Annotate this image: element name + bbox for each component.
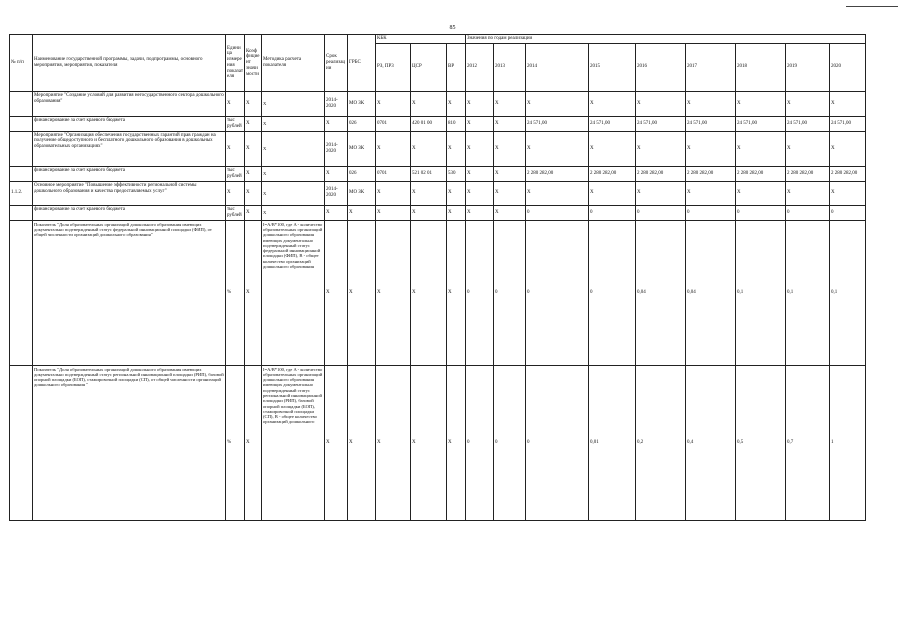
cell-grbs: МО ЗК [348,131,376,166]
cell-y2013: 0 [494,220,526,365]
cell-y2019: 0 [786,205,830,220]
header-year-2013: 2013 [494,43,526,91]
cell-num [10,205,33,220]
cell-name: Основное мероприятие "Повышение эффективности региональной системы дошкольного образования и качества предоставляемых услуг" [33,181,226,205]
cell-y2018: 2 280 282,00 [736,166,786,181]
cell-y2014: X [526,181,589,205]
cell-y2012: X [466,181,494,205]
cell-y2013: 0 [494,365,526,520]
cell-csr: X [411,220,447,365]
header-year-2019: 2019 [786,43,830,91]
cell-y2020: X [830,181,866,205]
cell-y2020: 0 [830,205,866,220]
cell-y2016: 0,04 [636,220,686,365]
cell-y2015: 0 [589,205,636,220]
cell-unit: тыс рублей [226,205,245,220]
table-row [10,116,866,131]
cell-y2014: 2 280 282,00 [526,166,589,181]
table-row [10,220,866,365]
cell-vr: X [447,91,466,116]
cell-y2018: X [736,91,786,116]
cell-vr: X [447,365,466,520]
cell-num [10,116,33,131]
cell-y2020: 0,1 [830,220,866,365]
table-row [10,131,866,166]
cell-vr: X [447,205,466,220]
cell-y2016: X [636,131,686,166]
page-number: 85 [449,25,456,31]
cell-vr: X [447,131,466,166]
cell-method: X [262,91,325,116]
cell-rz: 0701 [376,166,411,181]
cell-y2013: X [494,181,526,205]
cell-name: финансирование за счет краевого бюджета [33,205,226,220]
header-name: Наименование государственной программы, задачи, подпрограммы, основного мероприятия, мероприятия, показателя [33,35,226,92]
cell-y2014: X [526,131,589,166]
cell-rz: X [376,91,411,116]
cell-y2019: X [786,181,830,205]
cell-rz: X [376,205,411,220]
cell-y2014: 0 [526,205,589,220]
cell-y2020: 1 [830,365,866,520]
cell-unit: X [226,91,245,116]
cell-y2017: 0 [686,205,736,220]
header-year-2014: 2014 [526,43,589,91]
cell-vr: X [447,181,466,205]
cell-y2014: 0 [526,365,589,520]
cell-y2020: 2 280 282,00 [830,166,866,181]
cell-grbs: МО ЗК [348,181,376,205]
cell-y2015: X [589,181,636,205]
cell-y2018: X [736,181,786,205]
table-row [10,205,866,220]
cell-grbs: 026 [348,166,376,181]
cell-num [10,365,33,520]
cell-y2020: 24 571,00 [830,116,866,131]
cell-csr: X [411,131,447,166]
cell-grbs: X [348,220,376,365]
cell-y2016: 0,2 [636,365,686,520]
cell-y2012: X [466,205,494,220]
cell-grbs: X [348,205,376,220]
cell-y2019: 24 571,00 [786,116,830,131]
header-coef: Коэффициент значимости [245,35,262,92]
header-method: Методика расчета показателя [262,35,325,92]
cell-y2012: X [466,116,494,131]
cell-grbs: X [348,365,376,520]
cell-y2019: X [786,91,830,116]
cell-term: 2014-2020 [325,181,348,205]
cell-coef: X [245,91,262,116]
cell-csr: X [411,181,447,205]
cell-y2013: X [494,91,526,116]
table-row [10,91,866,116]
cell-csr: 521 02 01 [411,166,447,181]
cell-y2019: 0,7 [786,365,830,520]
cell-rz: X [376,181,411,205]
cell-y2013: X [494,116,526,131]
cell-y2015: X [589,91,636,116]
header-year-2017: 2017 [686,43,736,91]
cell-y2012: 0 [466,365,494,520]
cell-y2017: X [686,131,736,166]
cell-y2018: 0,1 [736,220,786,365]
cell-rz: X [376,131,411,166]
cell-method: I=A/B*100, где A - количество образовательных организаций дошкольного образования имеющих документально подтвержденный статус региональной инновационной площадки (РИП), базовой опорной площадки (БОП), стажировочной площадки (СП), B - общее количество организаций дошкольного [262,365,325,520]
cell-y2018: 0 [736,205,786,220]
cell-coef: X [245,166,262,181]
cell-unit: X [226,131,245,166]
cell-y2016: 0 [636,205,686,220]
corner-rule [846,6,898,7]
cell-vr: 530 [447,166,466,181]
cell-y2016: X [636,181,686,205]
cell-y2014: 0 [526,220,589,365]
cell-name: Мероприятие "Организация обеспечения государственных гарантий прав граждан на получение общедоступного и бесплатного дошкольного образования в дошкольных образовательных организациях" [33,131,226,166]
cell-num [10,131,33,166]
cell-y2017: X [686,181,736,205]
cell-coef: X [245,365,262,520]
cell-y2017: 24 571,00 [686,116,736,131]
cell-term: 2014-2020 [325,131,348,166]
cell-rz: X [376,220,411,365]
cell-y2015: 0 [589,220,636,365]
cell-y2019: 2 280 282,00 [786,166,830,181]
cell-y2016: X [636,91,686,116]
cell-vr: 810 [447,116,466,131]
cell-y2014: 24 571,00 [526,116,589,131]
cell-name: финансирование за счет краевого бюджета [33,116,226,131]
cell-method: X [262,131,325,166]
cell-unit: % [226,220,245,365]
cell-y2013: X [494,205,526,220]
cell-grbs: 026 [348,116,376,131]
header-year-2018: 2018 [736,43,786,91]
cell-term: X [325,365,348,520]
header-kbk: КБК [376,35,466,44]
cell-y2013: X [494,131,526,166]
cell-y2013: X [494,166,526,181]
header-term: Срок реализации [325,35,348,92]
table-row [10,166,866,181]
header-unit: Единица измерения показателя [226,35,245,92]
cell-grbs: МО ЗК [348,91,376,116]
cell-y2019: 0,1 [786,220,830,365]
cell-y2015: X [589,131,636,166]
cell-y2012: 0 [466,220,494,365]
cell-name: финансирование за счет краевого бюджета [33,166,226,181]
cell-coef: X [245,131,262,166]
cell-rz: 0701 [376,116,411,131]
cell-y2016: 2 280 282,00 [636,166,686,181]
cell-y2012: X [466,166,494,181]
cell-y2015: 2 280 282,00 [589,166,636,181]
header-rz-pr: РЗ, ПР3 [376,43,411,91]
header-grbs: ГРБС [348,35,376,92]
header-year-2015: 2015 [589,43,636,91]
cell-coef: X [245,205,262,220]
cell-y2015: 24 571,00 [589,116,636,131]
cell-num: 1.1.2. [10,181,33,205]
cell-name: Мероприятие "Создание условий для развития негосударственного сектора дошкольного образования" [33,91,226,116]
cell-y2012: X [466,91,494,116]
cell-method: I=A/B*100, где A - количество образовательных организаций дошкольного образования имеющих документально подтвержденный статус федеральной инновационной площадки (ФИП), B - общее количество организаций дошкольного образования [262,220,325,365]
cell-term: X [325,220,348,365]
cell-csr: 420 01 00 [411,116,447,131]
cell-method: X [262,205,325,220]
cell-csr: X [411,205,447,220]
cell-term: X [325,116,348,131]
cell-y2017: 2 280 282,00 [686,166,736,181]
cell-method: X [262,181,325,205]
cell-y2017: 0,4 [686,365,736,520]
cell-method: X [262,116,325,131]
cell-csr: X [411,91,447,116]
cell-method: X [262,166,325,181]
cell-unit: % [226,365,245,520]
header-year-2012: 2012 [466,43,494,91]
cell-y2016: 24 571,00 [636,116,686,131]
program-table [9,34,866,521]
header-vr: ВР [447,43,466,91]
cell-term: X [325,205,348,220]
cell-y2018: 24 571,00 [736,116,786,131]
cell-unit: тыс рублей [226,166,245,181]
cell-unit: X [226,181,245,205]
cell-name: Показатель "Доля образовательных организаций дошкольного образования имеющих документально подтвержденный статус федеральной инновационной площадки (ФИП), от общей численности организаций дошкольного образования" [33,220,226,365]
cell-unit: тыс рублей [226,116,245,131]
header-num: № п/п [10,35,33,92]
cell-csr: X [411,365,447,520]
cell-y2019: X [786,131,830,166]
cell-num [10,166,33,181]
cell-y2012: X [466,131,494,166]
header-year-2020: 2020 [830,43,866,91]
header-csr: ЦСР [411,43,447,91]
cell-term: 2014-2020 [325,91,348,116]
cell-num [10,91,33,116]
cell-y2018: 0,5 [736,365,786,520]
table-row [10,365,866,520]
cell-y2014: X [526,91,589,116]
cell-vr: X [447,220,466,365]
cell-y2015: 0,01 [589,365,636,520]
table-row [10,181,866,205]
cell-coef: X [245,220,262,365]
cell-name: Показатель "Доля образовательных организаций дошкольного образования имеющих документально подтвержденный статус региональной инновационной площадки (РИП), базовой опорной площадки (БОП), стажировочной площадки (СП), от общей численности организаций дошкольного образования " [33,365,226,520]
cell-coef: X [245,116,262,131]
cell-y2018: X [736,131,786,166]
cell-rz: X [376,365,411,520]
cell-y2017: 0,04 [686,220,736,365]
header-values-by-years: Значения по годам реализации [466,35,866,44]
cell-coef: X [245,181,262,205]
header-year-2016: 2016 [636,43,686,91]
cell-num [10,220,33,365]
cell-term: X [325,166,348,181]
cell-y2020: X [830,131,866,166]
cell-y2020: X [830,91,866,116]
cell-y2017: X [686,91,736,116]
